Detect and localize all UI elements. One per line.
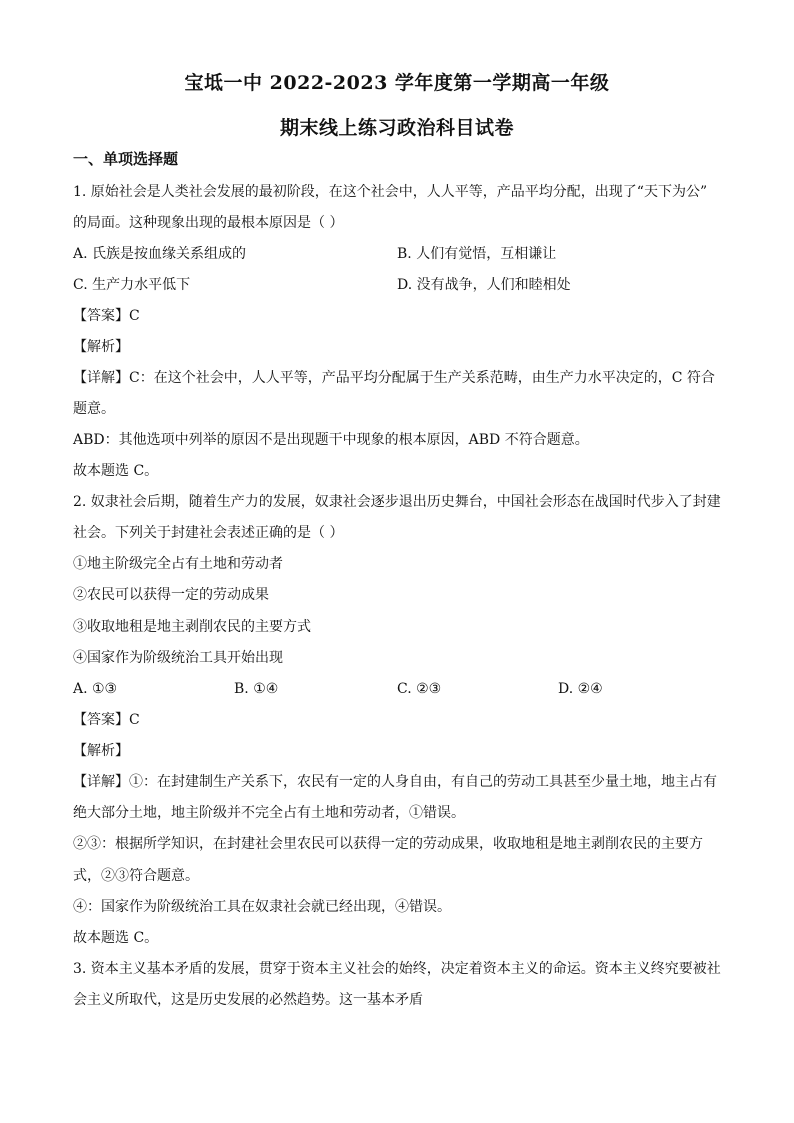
section-heading: 一、单项选择题: [73, 150, 179, 168]
q2-stem-line2: 社会。下列关于封建社会表述正确的是（ ）: [73, 525, 344, 541]
q1-option-c: C. 生产力水平低下: [73, 277, 191, 293]
q1-analysis-label: 【解析】: [73, 339, 129, 355]
q1-detail-line3: ABD：其他选项中列举的原因不是出现题干中现象的根本原因，ABD 不符合题意。: [73, 432, 589, 448]
q2-stem-line1: 2. 奴隶社会后期，随着生产力的发展，奴隶社会逐步退出历史舞台，中国社会形态在战国时代步入了封建: [73, 494, 721, 510]
q2-option-c: C. ②③: [397, 681, 442, 697]
q1-stem-line2: 的局面。这种现象出现的最根本原因是（ ）: [73, 215, 344, 231]
q2-detail-line2: 绝大部分土地，地主阶级并不完全占有土地和劳动者，①错误。: [73, 805, 465, 821]
q2-detail-line3: ②③：根据所学知识，在封建社会里农民可以获得一定的劳动成果，收取地租是地主剥削农民的主要方: [73, 836, 703, 852]
q3-stem-line1: 3. 资本主义基本矛盾的发展，贯穿于资本主义社会的始终，决定着资本主义的命运。资本主义终究要被社: [73, 961, 721, 977]
q1-stem-line1: 1. 原始社会是人类社会发展的最初阶段，在这个社会中，人人平等，产品平均分配，出现了“天下为公”: [73, 184, 708, 200]
q2-item4: ④国家作为阶级统治工具开始出现: [73, 650, 283, 666]
q2-analysis-label: 【解析】: [73, 743, 129, 759]
q2-item3: ③收取地租是地主剥削农民的主要方式: [73, 619, 311, 635]
q1-option-d: D. 没有战争，人们和睦相处: [397, 277, 571, 293]
q2-detail-line5: ④：国家作为阶级统治工具在奴隶社会就已经出现，④错误。: [73, 899, 451, 915]
q2-option-b: B. ①④: [234, 681, 279, 697]
q2-conclusion: 故本题选 C。: [73, 930, 159, 946]
q1-option-b: B. 人们有觉悟，互相谦让: [397, 246, 557, 262]
q2-option-a: A. ①③: [73, 681, 118, 697]
q1-detail-line2: 题意。: [73, 401, 115, 417]
q1-detail-line1: 【详解】C：在这个社会中，人人平等，产品平均分配属于生产关系范畴，由生产力水平决定的，C 符合: [73, 370, 715, 386]
q1-conclusion: 故本题选 C。: [73, 463, 159, 479]
q2-item1: ①地主阶级完全占有土地和劳动者: [73, 556, 283, 572]
q1-answer: 【答案】C: [73, 308, 140, 324]
q2-option-d: D. ②④: [558, 681, 603, 697]
q3-stem-line2: 会主义所取代，这是历史发展的必然趋势。这一基本矛盾: [73, 992, 423, 1008]
exam-title-line1: 宝坻一中 2022-2023 学年度第一学期高一年级: [184, 72, 610, 94]
q1-option-a: A. 氏族是按血缘关系组成的: [73, 246, 247, 262]
q2-detail-line1: 【详解】①：在封建制生产关系下，农民有一定的人身自由，有自己的劳动工具甚至少量土地，地主占有: [73, 774, 717, 790]
q2-item2: ②农民可以获得一定的劳动成果: [73, 587, 269, 603]
q2-answer: 【答案】C: [73, 712, 140, 728]
exam-title-line2: 期末线上练习政治科目试卷: [279, 117, 514, 139]
q2-detail-line4: 式，②③符合题意。: [73, 868, 199, 884]
